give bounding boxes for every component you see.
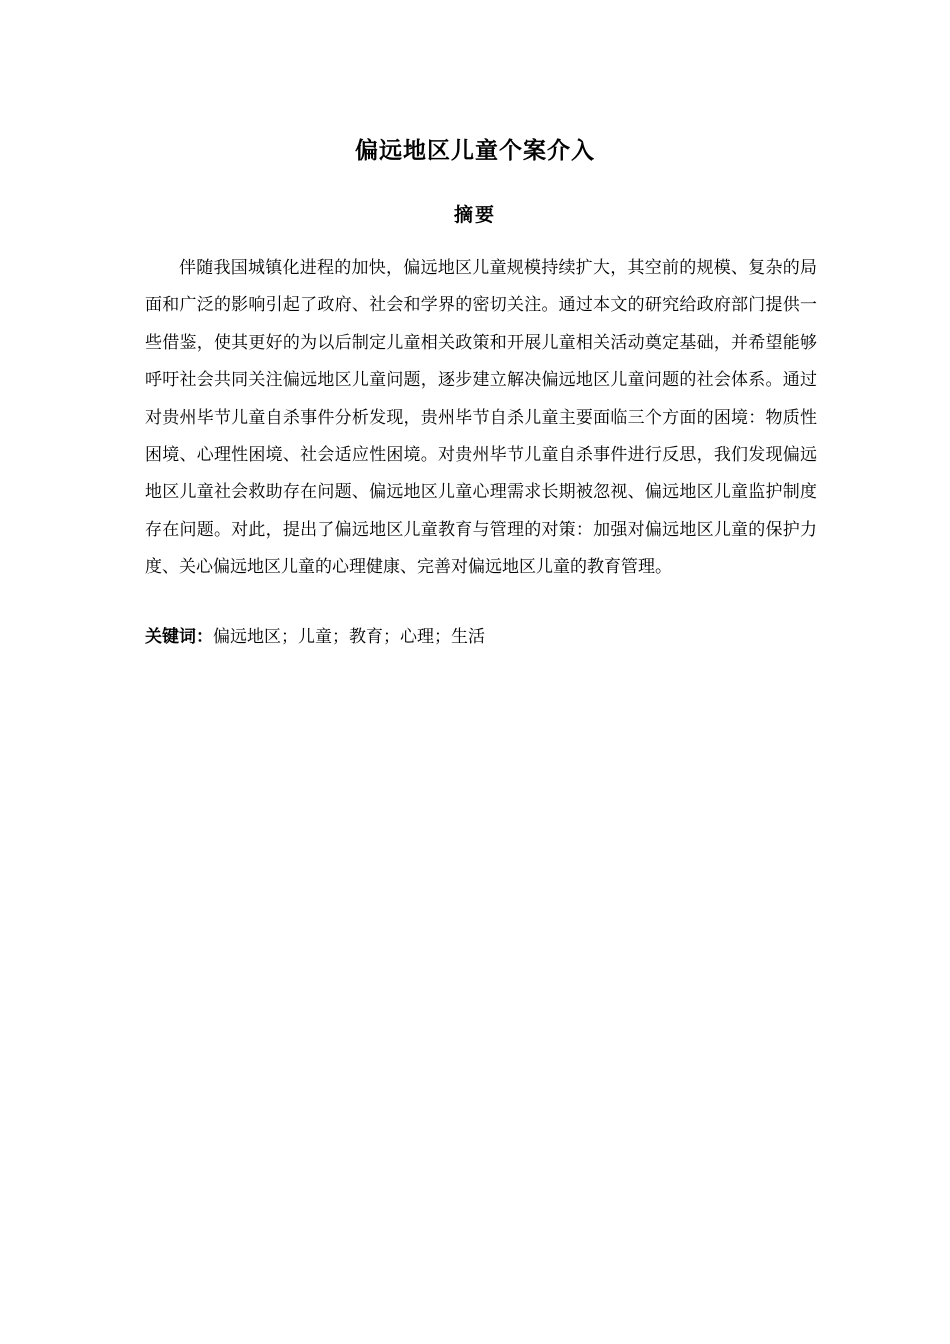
- abstract-body: [145, 250, 817, 587]
- page-title: 偏远地区儿童个案介入: [355, 138, 595, 164]
- keywords-list: 偏远地区；儿童；教育；心理；生活: [213, 627, 485, 647]
- keywords-line: [145, 620, 817, 654]
- abstract-heading: 摘要: [453, 204, 496, 226]
- abstract-paragraph: 伴随我国城镇化进程的加快，偏远地区儿童规模持续扩大，其空前的规模、复杂的局面和广泛的影响引起了政府、社会和学界的密切关注。通过本文的研究给政府部门提供一些借鉴，使其更好的为以后制定儿童相关政策和开展儿童相关活动奠定基础，并希望能够呼吁社会共同关注偏远地区儿童问题，逐步建立解决偏远地区儿童问题的社会体系。通过对贵州毕节儿童自杀事件分析发现，贵州毕节自杀儿童主要面临三个方面的困境：物质性困境、心理性困境、社会适应性困境。对贵州毕节儿童自杀事件进行反思，我们发现偏远地区儿童社会救助存在问题、偏远地区儿童心理需求长期被忽视、偏远地区儿童监护制度存在问题。对此，提出了偏远地区儿童教育与管理的对策：加强对偏远地区儿童的保护力度、关心偏远地区儿童的心理健康、完善对偏远地区儿童的教育管理。: [145, 258, 817, 578]
- keywords-label: 关键词：: [145, 627, 213, 647]
